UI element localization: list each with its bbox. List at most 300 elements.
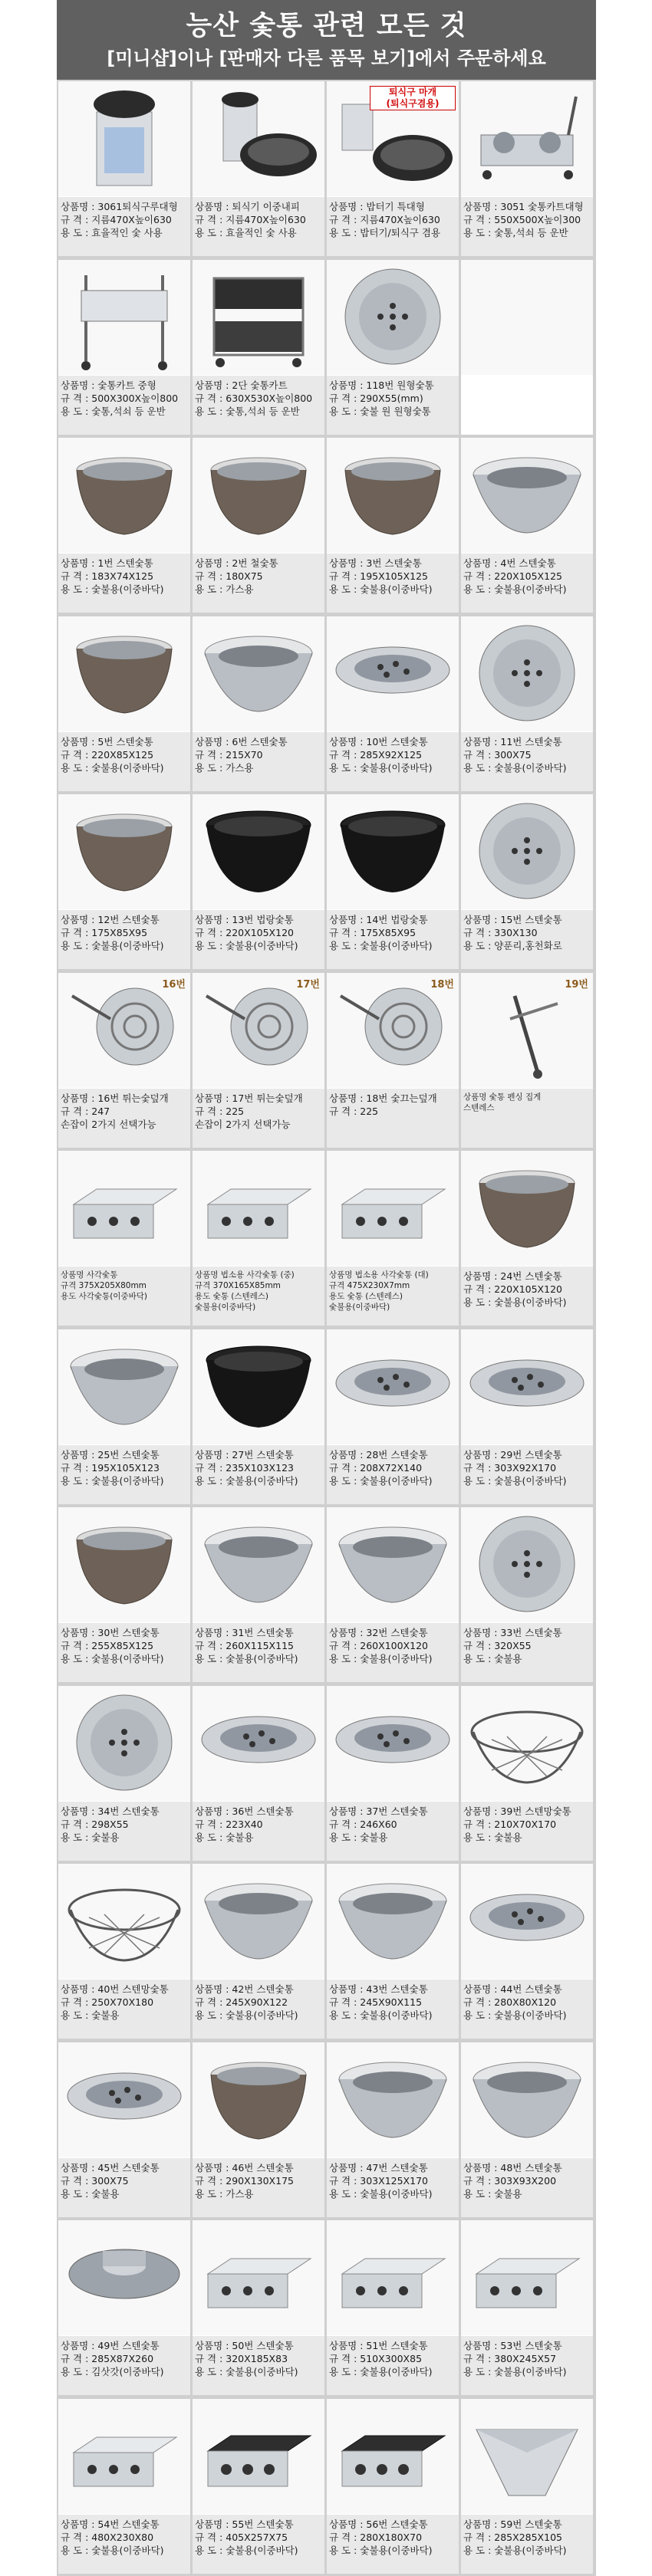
- product-info-line: 상품명 : 3번 스텐숯통: [329, 557, 422, 569]
- product-image-icon: [461, 438, 593, 553]
- product-photo: [327, 81, 459, 196]
- product-card[interactable]: [58, 438, 190, 613]
- product-card[interactable]: [58, 260, 190, 435]
- product-photo: [193, 1151, 324, 1266]
- product-info: [461, 1089, 593, 1148]
- product-info-line: 규 격 : 285X87X260: [61, 2353, 154, 2364]
- product-info-line: 규 격 : 245X90X122: [195, 1996, 288, 2008]
- product-info-line: 규 격 : 303X125X170: [329, 2174, 428, 2187]
- product-card[interactable]: [461, 2399, 593, 2574]
- product-image-icon: [58, 2399, 190, 2514]
- product-info-line: 상품명 : 53번 스텐숯통: [463, 2340, 562, 2351]
- product-image-icon: [461, 260, 593, 375]
- product-info-line: 규 격 : 260X100X120: [329, 1640, 428, 1651]
- product-info-line: 용 도 : 숯불용: [61, 1831, 120, 1843]
- product-photo: [58, 1329, 190, 1444]
- product-info-line: 용 도 : 숯통,석쇠 등 운반: [61, 405, 166, 417]
- product-info-line: 규 격 : 303X93X200: [463, 2174, 557, 2187]
- product-photo: [193, 2399, 324, 2514]
- product-info-line: 규 격 : 280X80X120: [463, 1996, 557, 2008]
- product-photo: [58, 1151, 190, 1266]
- product-info-line: 규 격 : 215X70: [195, 748, 263, 761]
- product-info: [193, 1267, 324, 1326]
- product-info: [193, 910, 324, 969]
- product-info: [193, 376, 324, 435]
- product-info-line: 상품명 : 45번 스텐숯통: [61, 2161, 160, 2174]
- product-info-line: 용 도 : 숯불용(이중바닥): [195, 2366, 298, 2377]
- product-info: [327, 2515, 459, 2574]
- product-card[interactable]: [461, 81, 593, 256]
- product-info: [193, 197, 324, 256]
- product-photo: [327, 1864, 459, 1979]
- product-image-icon: [58, 1329, 190, 1444]
- product-info-line: 용 도 : 숯불용(이중바닥): [61, 2544, 164, 2556]
- product-photo: [58, 1864, 190, 1979]
- product-info-line: 상품명 : 3061퇴식구루대형: [61, 201, 178, 212]
- product-info-line: 상품명 : 5번 스텐숯통: [61, 735, 153, 748]
- product-info: [327, 1089, 459, 1148]
- product-info-line: 상품명 : 39번 스텐망숯통: [463, 1805, 571, 1817]
- product-card[interactable]: [193, 1686, 324, 1861]
- product-card[interactable]: [327, 81, 459, 256]
- product-info: [461, 1267, 593, 1326]
- header: [57, 0, 596, 80]
- product-image-icon: [461, 1329, 593, 1444]
- product-photo: [461, 616, 593, 731]
- product-info-line: 규 격 : 285X285X105: [463, 2531, 562, 2543]
- product-image-icon: [327, 1686, 459, 1801]
- product-info: [461, 1445, 593, 1504]
- product-info-line: 상품명 : 51번 스텐숯통: [329, 2340, 428, 2351]
- product-info: [461, 1623, 593, 1682]
- product-info-line: 상품명 : 40번 스텐망숯통: [61, 1983, 169, 1995]
- product-info-line: 상품명 : 숯통카트 중형: [61, 379, 156, 391]
- product-info-line: 규 격 : 290X55(mm): [329, 392, 423, 404]
- product-info-line: 상품명 : 56번 스텐숯통: [329, 2518, 428, 2530]
- product-card[interactable]: [327, 2220, 459, 2395]
- product-info: [193, 732, 324, 791]
- product-info-line: 용 도 : 숯불용(이중바닥): [61, 1653, 164, 1664]
- product-photo: [461, 1686, 593, 1801]
- product-info-line: 규 격 : 298X55: [61, 1818, 129, 1830]
- product-info-line: 상품명 : 30번 스텐숯통: [61, 1627, 160, 1638]
- product-photo: [461, 1151, 593, 1266]
- product-info-line: 규 격 : 300X75: [463, 748, 532, 761]
- product-image-icon: [461, 616, 593, 731]
- product-card[interactable]: [461, 1507, 593, 1682]
- product-info: [58, 1802, 190, 1861]
- product-info: [461, 2515, 593, 2574]
- product-card[interactable]: [461, 794, 593, 969]
- product-info-line: 규 격 : 300X75: [61, 2174, 129, 2187]
- product-photo: [327, 1151, 459, 1266]
- product-info-line: 규 격 : 550X500X높이300: [463, 214, 581, 225]
- product-info: [327, 197, 459, 256]
- product-image-icon: [193, 1329, 324, 1444]
- product-info: [58, 1980, 190, 2039]
- product-info-line: 용 도 : 숯불용(이중바닥): [195, 2009, 298, 2021]
- product-info: [327, 910, 459, 969]
- product-card[interactable]: [461, 973, 593, 1148]
- product-info-line: 규 격 : 195X105X123: [61, 1461, 160, 1474]
- product-info: [58, 2515, 190, 2574]
- product-card[interactable]: [461, 2042, 593, 2217]
- product-photo: [327, 2399, 459, 2514]
- product-card[interactable]: [58, 1507, 190, 1682]
- page-subtitle: [미니샵]이나 [판매자 다른 품목 보기]에서 주문하세요: [107, 48, 546, 69]
- product-card[interactable]: [461, 1864, 593, 2039]
- product-image-icon: [193, 81, 324, 196]
- product-info-line: 상품명 : 34번 스텐숯통: [61, 1805, 160, 1817]
- product-info-line: 상품명 : 54번 스텐숯통: [61, 2518, 160, 2530]
- product-info-line: 용 도 : 숯불용(이중바닥): [329, 2366, 433, 2377]
- product-info-line: 상품명 : 31번 스텐숯통: [195, 1627, 294, 1638]
- product-info-line: 용 도 : 숯불용(이중바닥): [61, 1474, 164, 1487]
- product-info-line: 용 도 : 숯통,석쇠 등 운반: [195, 405, 300, 417]
- product-card[interactable]: [193, 1507, 324, 1682]
- product-photo: [193, 2220, 324, 2335]
- product-info: [193, 1445, 324, 1504]
- product-image-icon: [327, 616, 459, 731]
- product-photo: [58, 2042, 190, 2157]
- product-info-line: 용 도 : 효율적인 숯 사용: [61, 227, 163, 238]
- product-info-line: 규 격 : 303X92X170: [463, 1461, 557, 1474]
- product-info: [193, 2336, 324, 2395]
- product-card[interactable]: [327, 616, 459, 791]
- product-photo: [58, 794, 190, 909]
- product-info: [461, 732, 593, 791]
- product-info: [327, 1802, 459, 1861]
- product-info-line: 상품명 : 29번 스텐숯통: [463, 1448, 562, 1460]
- product-card[interactable]: [193, 1329, 324, 1504]
- product-photo: [461, 438, 593, 553]
- product-info-line: 규 격 : 220X105X120: [463, 1283, 562, 1295]
- product-card[interactable]: [327, 1329, 459, 1504]
- product-info-line: 용 도 : 숯불용(이중바닥): [329, 2187, 433, 2200]
- product-info-line: 규 격 : 320X185X83: [195, 2353, 288, 2364]
- product-info-line: 상품명 : 24번 스텐숯통: [463, 1270, 562, 1282]
- product-card[interactable]: [461, 616, 593, 791]
- product-photo: [327, 616, 459, 731]
- product-info-line: 규격 375X205X80mm: [61, 1281, 147, 1290]
- product-info: [58, 1267, 190, 1326]
- product-info-line: 상품명 : 55번 스텐숯통: [195, 2518, 294, 2530]
- product-info-line: 용 도 : 숯불용: [329, 1831, 388, 1843]
- product-info: [327, 1445, 459, 1504]
- product-info-line: 용 도 : 숯불용(이중바닥): [195, 1653, 298, 1664]
- product-info-line: 규 격 : 255X85X125: [61, 1640, 154, 1651]
- product-image-icon: [327, 1151, 459, 1266]
- product-image-icon: [58, 794, 190, 909]
- product-image-icon: [461, 1864, 593, 1979]
- product-info-line: 규 격 : 195X105X125: [329, 570, 428, 582]
- product-photo: [58, 81, 190, 196]
- product-info-line: 상품명 : 18번 숯끄는덮개: [329, 1092, 437, 1104]
- product-card[interactable]: [193, 973, 324, 1148]
- product-photo: [193, 81, 324, 196]
- product-image-icon: [58, 1864, 190, 1979]
- product-info-line: 상품명 : 17번 튀는숯덮개: [195, 1092, 303, 1104]
- product-card[interactable]: [58, 616, 190, 791]
- product-info: [327, 2336, 459, 2395]
- product-info: [327, 732, 459, 791]
- product-image-icon: [327, 794, 459, 909]
- product-info-line: 상품명 : 28번 스텐숯통: [329, 1448, 428, 1460]
- product-number: 16번: [162, 978, 186, 991]
- product-info-line: 규 격 : 지름470X높이630: [61, 214, 172, 225]
- product-photo: [193, 794, 324, 909]
- product-photo: [461, 2042, 593, 2157]
- product-info-line: 용 도 : 숯불용: [463, 1831, 522, 1843]
- product-number: 18번: [430, 978, 454, 991]
- product-info-line: 용 도 : 숯불용(이중바닥): [463, 1296, 567, 1308]
- product-image-icon: [193, 260, 324, 375]
- product-card[interactable]: [193, 2399, 324, 2574]
- product-badge: [370, 86, 456, 110]
- product-card[interactable]: [461, 1151, 593, 1326]
- product-image-icon: [461, 1151, 593, 1266]
- product-info: [327, 554, 459, 613]
- product-card[interactable]: [461, 1329, 593, 1504]
- product-card[interactable]: [193, 1151, 324, 1326]
- product-info-line: 규 격 : 210X70X170: [463, 1818, 557, 1830]
- product-info: [193, 2158, 324, 2217]
- product-info-line: 상품명 : 118번 원형숯통: [329, 379, 434, 391]
- product-info-line: 용 도 : 숯불용(이중바닥): [329, 1474, 433, 1487]
- product-info-line: 숯불용(이중바닥): [195, 1303, 256, 1312]
- product-info-line: 상품명 : 11번 스텐숯통: [463, 735, 562, 748]
- product-info-line: 규 격 : 220X85X125: [61, 748, 154, 761]
- product-card[interactable]: [58, 1329, 190, 1504]
- product-info-line: 규 격 : 175X85X95: [329, 927, 417, 938]
- product-card[interactable]: [327, 1507, 459, 1682]
- product-info-line: 상품명 : 6번 스텐숯통: [195, 735, 288, 748]
- product-card[interactable]: [193, 2220, 324, 2395]
- product-card[interactable]: [58, 81, 190, 256]
- product-info: [327, 1980, 459, 2039]
- product-image-icon: [461, 81, 593, 196]
- product-info-line: 규 격 : 223X40: [195, 1818, 263, 1830]
- product-info-line: 상품명 법소용 사각숯통 (중): [195, 1270, 295, 1280]
- product-info-line: 용 도 : 숯불용(이중바닥): [61, 583, 164, 595]
- product-card[interactable]: [461, 1686, 593, 1861]
- product-info: [461, 2158, 593, 2217]
- product-info-line: 상품명 : 13번 법랑숯통: [195, 914, 294, 925]
- product-info-line: 용 도 : 숯불용: [463, 1653, 522, 1664]
- product-info-line: 용 도 : 숯불용(이중바닥): [329, 761, 433, 774]
- product-card[interactable]: [193, 1864, 324, 2039]
- product-info-line: 상품명 : 15번 스텐숯통: [463, 914, 562, 925]
- product-info-line: 상품명 : 퇴식기 이중내피: [195, 201, 300, 212]
- product-card[interactable]: [327, 1686, 459, 1861]
- product-info-line: 상품명 : 1번 스텐숯통: [61, 557, 153, 569]
- product-photo: [461, 260, 593, 375]
- product-card[interactable]: [193, 2042, 324, 2217]
- product-info: [193, 1802, 324, 1861]
- product-info-line: 손잡이 2가지 선택가능: [195, 1118, 291, 1130]
- product-image-icon: [58, 438, 190, 553]
- product-card[interactable]: [327, 438, 459, 613]
- product-photo: [327, 260, 459, 375]
- product-photo: [58, 2220, 190, 2335]
- product-info: [58, 2336, 190, 2395]
- product-card[interactable]: [327, 260, 459, 435]
- product-info-line: 규 격 : 175X85X95: [61, 927, 148, 938]
- product-image-icon: [327, 1864, 459, 1979]
- product-photo: [461, 973, 593, 1088]
- product-info-line: 규 격 : 285X92X125: [329, 748, 423, 761]
- product-image-icon: [193, 1864, 324, 1979]
- product-card[interactable]: [193, 616, 324, 791]
- product-photo: [58, 616, 190, 731]
- product-image-icon: [58, 1507, 190, 1622]
- product-info-line: 용 도 : 가스용: [195, 583, 254, 595]
- badge-line: 퇴식구 마개: [388, 87, 437, 97]
- product-info: [58, 376, 190, 435]
- product-image-icon: [193, 2220, 324, 2335]
- product-info-line: 상품명 : 49번 스텐숯통: [61, 2340, 160, 2351]
- product-photo: [193, 616, 324, 731]
- product-info: [193, 1623, 324, 1682]
- product-info-line: 상품명 : 27번 스텐숯통: [195, 1448, 294, 1460]
- product-image-icon: [58, 81, 190, 196]
- product-image-icon: [193, 2042, 324, 2157]
- product-info-line: 용 도 : 숯통,석쇠 등 운반: [463, 227, 568, 238]
- product-photo: [461, 1864, 593, 1979]
- product-info-line: 상품명 : 3051 숯통카트대형: [463, 201, 584, 212]
- product-info: [461, 554, 593, 613]
- product-info-line: 규 격 : 220X105X125: [463, 570, 562, 582]
- product-info: [461, 1802, 593, 1861]
- product-card[interactable]: [58, 2220, 190, 2395]
- product-number: 19번: [565, 978, 588, 991]
- product-image-icon: [327, 1507, 459, 1622]
- product-info: [327, 1623, 459, 1682]
- product-card[interactable]: [327, 1151, 459, 1326]
- product-info-line: 규 격 : 380X245X57: [463, 2353, 557, 2364]
- product-card[interactable]: [58, 2042, 190, 2217]
- product-info-line: 규 격 : 280X180X70: [329, 2531, 423, 2543]
- product-image-icon: [58, 2042, 190, 2157]
- product-card[interactable]: [58, 1864, 190, 2039]
- product-info: [193, 554, 324, 613]
- product-card[interactable]: [461, 260, 593, 435]
- product-info-line: 용 도 : 숯불용(이중바닥): [329, 1653, 433, 1664]
- product-info: [58, 1089, 190, 1148]
- product-photo: [327, 973, 459, 1088]
- product-info-line: 용 도 : 숯불용(이중바닥): [329, 2009, 433, 2021]
- product-photo: [327, 794, 459, 909]
- product-info-line: 규 격 : 245X90X115: [329, 1996, 423, 2008]
- product-info-line: 상품명 : 12번 스텐숯통: [61, 914, 160, 925]
- product-photo: [461, 81, 593, 196]
- product-info: [58, 732, 190, 791]
- product-info-line: 규 격 : 225: [329, 1105, 379, 1117]
- product-image-icon: [193, 616, 324, 731]
- product-info-line: 용 도 : 가스용: [195, 761, 254, 774]
- product-photo: [193, 973, 324, 1088]
- page-title: 능산 숯통 관련 모든 것: [186, 11, 467, 41]
- product-info-line: 규 격 : 480X230X80: [61, 2531, 154, 2543]
- product-card[interactable]: [327, 2042, 459, 2217]
- product-info-line: 용도 숯통 (스텐레스): [195, 1292, 269, 1301]
- product-info-line: 규 격 : 180X75: [195, 570, 263, 582]
- product-info-line: 상품명 : 16번 튀는숯덮개: [61, 1092, 169, 1104]
- product-card[interactable]: [58, 1151, 190, 1326]
- product-card[interactable]: [327, 2399, 459, 2574]
- product-image-icon: [58, 1151, 190, 1266]
- product-info-line: 상품명 : 50번 스텐숯통: [195, 2340, 294, 2351]
- product-info-line: 규 격 : 208X72X140: [329, 1461, 423, 1474]
- product-info-line: 손잡이 2가지 선택가능: [61, 1118, 156, 1130]
- product-card[interactable]: [461, 2220, 593, 2395]
- product-info: [193, 1089, 324, 1148]
- product-info-line: 용 도 : 양푼리,홍천화로: [463, 940, 562, 951]
- product-card[interactable]: [58, 794, 190, 969]
- product-card[interactable]: [58, 2399, 190, 2574]
- product-info-line: 용 도 : 숯불용(이중바닥): [61, 940, 164, 951]
- product-image-icon: [327, 260, 459, 375]
- product-card[interactable]: [58, 973, 190, 1148]
- product-image-icon: [58, 616, 190, 731]
- product-info-line: 상품명 법소용 사각숯통 (대): [329, 1270, 429, 1280]
- product-info-line: 용 도 : 숯불용(이중바닥): [195, 2544, 298, 2556]
- product-info-line: 용 도 : 숯불용(이중바닥): [61, 761, 164, 774]
- product-info-line: 상품명 숯통 펜싱 집게: [463, 1092, 542, 1102]
- product-photo: [58, 973, 190, 1088]
- product-photo: [193, 1507, 324, 1622]
- product-card[interactable]: [461, 438, 593, 613]
- product-info-line: 용 도 : 숯불용(이중바닥): [463, 2009, 567, 2021]
- product-info-line: 용 도 : 숯불용: [463, 2187, 522, 2200]
- product-info-line: 상품명 : 32번 스텐숯통: [329, 1627, 428, 1638]
- product-card[interactable]: [327, 1864, 459, 2039]
- product-photo: [193, 1329, 324, 1444]
- product-card[interactable]: [193, 794, 324, 969]
- product-info: [58, 910, 190, 969]
- product-info-line: 규 격 : 260X115X115: [195, 1640, 294, 1651]
- product-info-line: 용 도 : 숯불용(이중바닥): [195, 940, 298, 951]
- product-info-line: 상품명 : 25번 스텐숯통: [61, 1448, 160, 1460]
- product-card[interactable]: [327, 973, 459, 1148]
- product-card[interactable]: [327, 794, 459, 969]
- product-info-line: 용 도 : 숯불용(이중바닥): [463, 1474, 567, 1487]
- product-photo: [58, 260, 190, 375]
- product-info-line: 용 도 : 김삿갓(이중바닥): [61, 2366, 164, 2377]
- product-card[interactable]: [193, 260, 324, 435]
- product-info-line: 규 격 : 지름470X높이630: [329, 214, 440, 225]
- product-image-icon: [193, 438, 324, 553]
- product-info-line: 용도 사각숯통(이중바닥): [61, 1292, 147, 1301]
- product-info-line: 규 격 : 247: [61, 1105, 110, 1117]
- product-card[interactable]: [58, 1686, 190, 1861]
- product-photo: [327, 1329, 459, 1444]
- product-card[interactable]: [193, 438, 324, 613]
- product-info-line: 규 격 : 405X257X75: [195, 2531, 288, 2543]
- product-image-icon: [193, 1507, 324, 1622]
- product-info-line: 규 격 : 220X105X120: [195, 927, 294, 938]
- product-image-icon: [461, 1686, 593, 1801]
- product-photo: [327, 438, 459, 553]
- product-photo: [461, 794, 593, 909]
- product-info-line: 규 격 : 320X55: [463, 1640, 532, 1651]
- product-info-line: 상품명 : 밥터기 특대형: [329, 201, 425, 212]
- product-info: [58, 2158, 190, 2217]
- product-info-line: 상품명 : 43번 스텐숯통: [329, 1983, 428, 1995]
- product-info-line: 용 도 : 숯불용(이중바닥): [329, 583, 433, 595]
- product-card[interactable]: [193, 81, 324, 256]
- product-photo: [58, 438, 190, 553]
